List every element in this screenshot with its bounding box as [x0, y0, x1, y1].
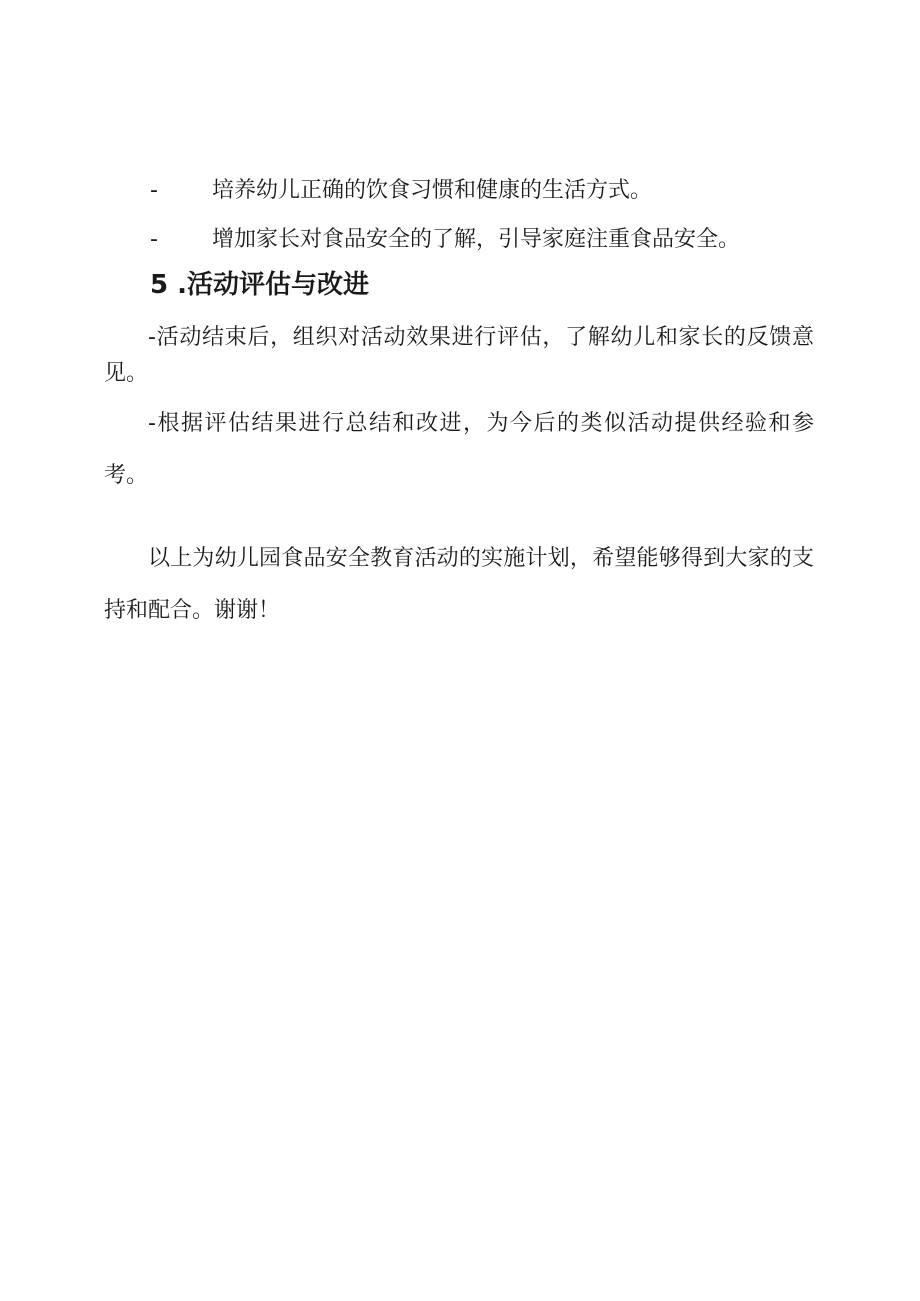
goal-text: 增加家长对食品安全的了解，引导家庭注重食品安全。: [212, 227, 741, 252]
evaluation-paragraph: -活动结束后，组织对活动效果进行评估，了解幼儿和家长的反馈意见。: [104, 325, 814, 386]
goal-bullet-marker: -: [150, 227, 158, 252]
goal-list-item: [150, 225, 850, 255]
improvement-paragraph: -根据评估结果进行总结和改进，为今后的类似活动提供经验和参考。: [104, 411, 814, 488]
section-heading: 5 .活动评估与改进: [150, 270, 370, 300]
goal-bullet-marker: -: [150, 178, 158, 203]
closing-paragraph: 以上为幼儿园食品安全教育活动的实施计划，希望能够得到大家的支持和配合。谢谢！: [104, 546, 814, 623]
goal-text: 培养幼儿正确的饮食习惯和健康的生活方式。: [212, 178, 653, 203]
goal-list-item: [150, 176, 850, 206]
